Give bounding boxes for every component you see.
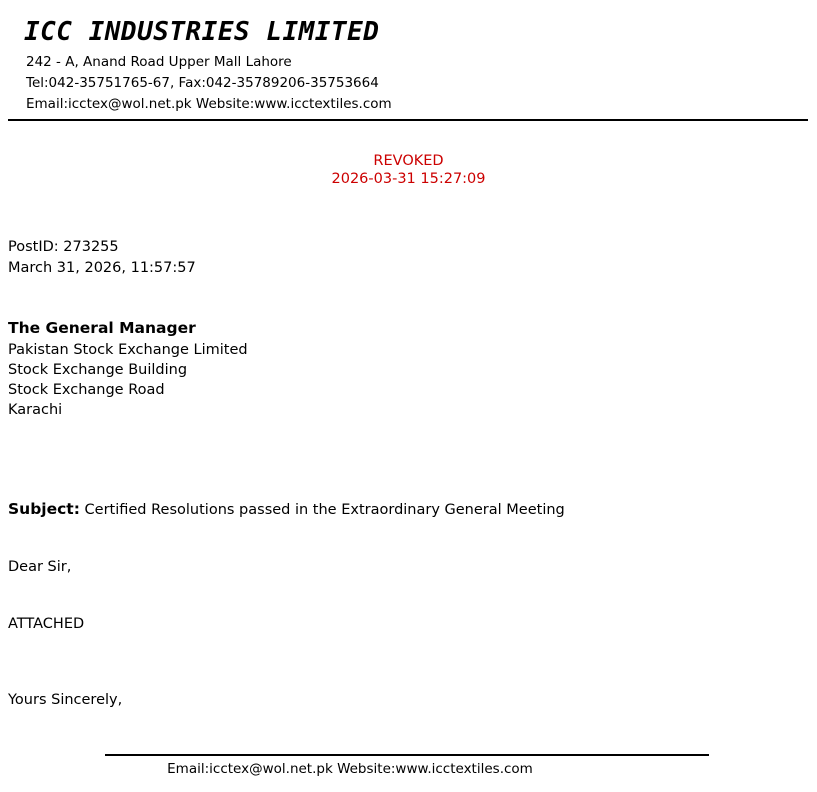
- spacer: [8, 421, 798, 477]
- subject-row: [8, 499, 798, 520]
- recipient-title: The General Manager: [8, 319, 196, 338]
- spacer: [8, 477, 798, 499]
- post-date: March 31, 2026, 11:57:57: [8, 260, 196, 277]
- spacer: [8, 280, 798, 318]
- header-divider: [8, 119, 808, 121]
- status-timestamp: 2026-03-31 15:27:09: [331, 171, 486, 188]
- company-email-website: Email:icctex@wol.net.pk Website:www.icctextiles.com: [26, 95, 392, 112]
- salutation: Dear Sir,: [8, 559, 72, 576]
- body-paragraph: ATTACHED: [8, 616, 85, 633]
- post-id: PostID: 273255: [8, 239, 119, 255]
- company-name: ICC INDUSTRIES LIMITED: [24, 17, 380, 47]
- company-phone-fax: Tel:042-35751765-67, Fax:042-35789206-35753664: [26, 74, 379, 91]
- closing: Yours Sincerely,: [8, 691, 123, 708]
- recipient-line-3: Stock Exchange Road: [8, 381, 165, 398]
- footer-text: Email:icctex@wol.net.pk Website:www.icctextiles.com: [167, 761, 533, 777]
- company-address: 242 - A, Anand Road Upper Mall Lahore: [26, 53, 292, 70]
- status-label: REVOKED: [373, 153, 444, 169]
- status-badge: [0, 152, 817, 188]
- footer-divider: [105, 754, 709, 756]
- letter-body: [8, 238, 798, 710]
- spacer: [8, 520, 798, 558]
- recipient-line-2: Stock Exchange Building: [8, 361, 188, 378]
- spacer: [8, 635, 798, 691]
- recipient-line-1: Pakistan Stock Exchange Limited: [8, 341, 248, 358]
- spacer: [8, 577, 798, 615]
- recipient-line-4: Karachi: [8, 402, 63, 419]
- subject-text: Certified Resolutions passed in the Extraordinary General Meeting: [84, 502, 565, 519]
- letterhead: [0, 0, 817, 115]
- subject-label: Subject:: [8, 500, 80, 519]
